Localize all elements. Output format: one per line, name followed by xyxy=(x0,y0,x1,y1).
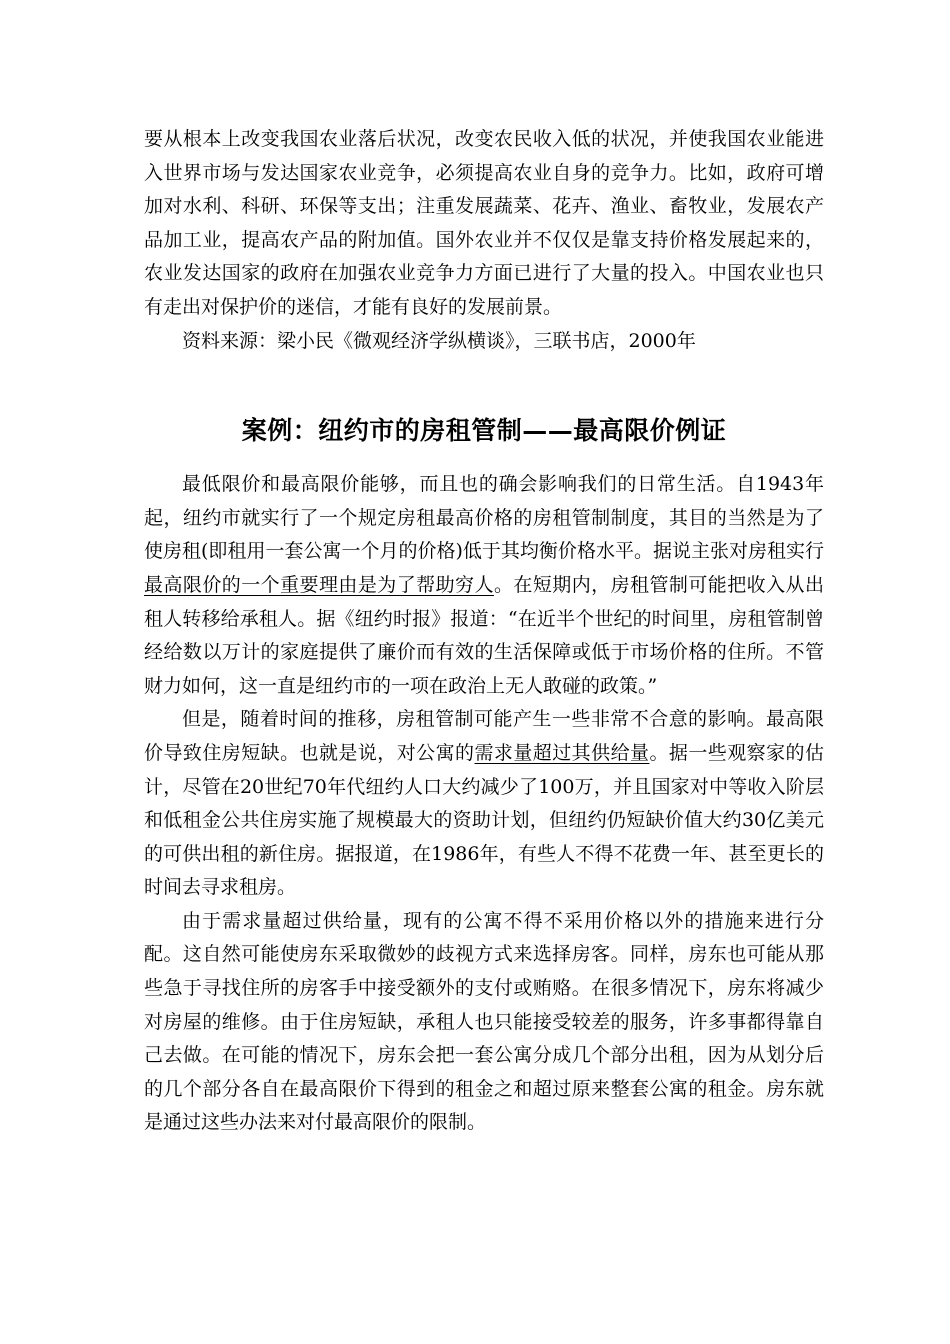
paragraph-1-text-a: 最低限价和最高限价能够，而且也的确会影响我们的日常生活。自1943年起，纽约市就实行了一个规定房租最高价格的房租管制制度，其目的当然是为了使房租(即租用一套公寓一个月的价格)低于其均衡价格水平。据说主张对房租实行 xyxy=(144,473,824,563)
case-paragraph-3: 由于需求量超过供给量，现有的公寓不得不采用价格以外的措施来进行分配。这自然可能使房东采取微妙的歧视方式来选择房客。同样，房东也可能从那些急于寻找住所的房客手中接受额外的支付或贿赂。在很多情况下，房东将减少对房屋的维修。由于住房短缺，承租人也只能接受较差的服务，许多事都得靠自己去做。在可能的情况下，房东会把一套公寓分成几个部分出租，因为从划分后的几个部分各自在最高限价下得到的租金之和超过原来整套公寓的租金。房东就是通过这些办法来对付最高限价的限制。 xyxy=(144,909,824,1134)
paragraph-2-text-b: 。据一些观察家的估计，尽管在20世纪70年代纽约人口大约减少了100万，并且国家对中等收入阶层和低租金公共住房实施了规模最大的资助计划，但纽约仍短缺价值大约30亿美元的可供出租的新住房。据报道，在1986年，有些人不得不花费一年、甚至更长的时间去寻求租房。 xyxy=(144,741,824,899)
underlined-phrase-help-poor: 最高限价的一个重要理由是为了帮助穷人 xyxy=(144,573,494,596)
case-title: 案例：纽约市的房租管制——最高限价例证 xyxy=(241,416,727,446)
source-citation: 资料来源：梁小民《微观经济学纵横谈》，三联书店，2000年 xyxy=(182,329,696,352)
case-paragraph-2 xyxy=(144,703,824,905)
case-paragraph-1 xyxy=(144,468,824,703)
intro-paragraph: 要从根本上改变我国农业落后状况，改变农民收入低的状况，并使我国农业能进入世界市场与发达国家农业竞争，必须提高农业自身的竞争力。比如，政府可增加对水利、科研、环保等支出；注重发展蔬菜、花卉、渔业、畜牧业，发展农产品加工业，提高农产品的附加值。国外农业并不仅仅是靠支持价格发展起来的，农业发达国家的政府在加强农业竞争力方面已进行了大量的投入。中国农业也只有走出对保护价的迷信，才能有良好的发展前景。 xyxy=(144,128,824,318)
underlined-phrase-demand-exceeds-supply: 需求量超过其供给量 xyxy=(474,741,650,764)
paragraph-2-text-a: 但是，随着时间的推移，房租管制可能产生一些非常不合意的影响。最高限价导致住房短缺。也就是说，对公寓的 xyxy=(144,708,824,764)
document-page xyxy=(144,123,824,1140)
paragraph-1-text-b: 。在短期内，房租管制可能把收入从出租人转移给承租人。据《纽约时报》报道：“在近半个世纪的时间里，房租管制曾经给数以万计的家庭提供了廉价而有效的生活保障或低于市场价格的住所。不管财力如何，这一直是纽约市的一项在政治上无人敢碰的政策。” xyxy=(144,573,824,697)
